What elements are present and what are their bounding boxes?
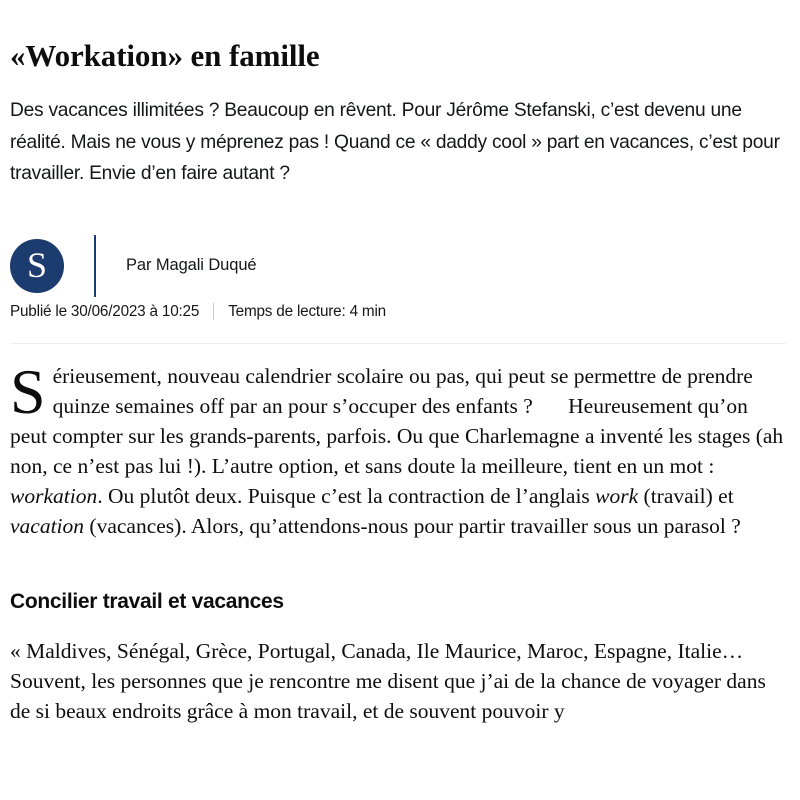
article-quote-paragraph: « Maldives, Sénégal, Grèce, Portugal, Canada, Ile Maurice, Maroc, Espagne, Italie… Souvent, les personnes que je rencontre me disent que j’ai de la chance de voyager dans de si beaux endroits grâce à mon travail, et de souvent pouvoir y [10,638,766,723]
section-heading: Concilier travail et vacances [10,589,284,613]
avatar[interactable] [10,239,64,293]
lead-text-part-5: (vacances). Alors, qu’attendons-nous pour partir travailler sous un parasol ? [84,513,741,538]
article-standfirst: Des vacances illimitées ? Beaucoup en rêvent. Pour Jérôme Stefanski, c’est devenu une réalité. Mais ne vous y méprenez pas ! Quand ce « daddy cool » part en vacances, c’est pour travailler. Envie d’en faire autant ? [10,100,780,184]
lead-text-part-4: (travail) et [638,483,734,508]
byline-divider [94,235,96,297]
emphasis-work: work [595,483,639,508]
lead-text-part-1: érieusement, nouveau calendrier scolaire ou pas, qui peut se permettre de prendre quinze semaines off par an pour s’occuper des enfants ? [52,363,753,418]
byline [10,235,786,297]
emphasis-workation: workation [10,483,98,508]
page-title: «Workation» en famille [10,38,320,73]
drop-cap: S [10,355,46,427]
avatar-initial: S [26,244,48,285]
article-meta [10,303,786,321]
published-date: Publié le 30/06/2023 à 10:25 [10,302,200,320]
article-lead-paragraph [10,344,786,541]
meta-separator [213,303,214,320]
lead-text-part-2: Heureusement qu’on peut compter sur les grands-parents, parfois. Ou que Charlemagne a inventé les stages (ah non, ce n’est pas lui !). L’autre option, et sans doute la meilleure, tient en un mot : [10,393,784,478]
reading-time: Temps de lecture: 4 min [228,302,386,320]
author-name[interactable]: Par Magali Duqué [126,256,257,274]
emphasis-vacation: vacation [10,513,85,538]
lead-text-part-3: . Ou plutôt deux. Puisque c’est la contraction de l’anglais [97,483,596,508]
